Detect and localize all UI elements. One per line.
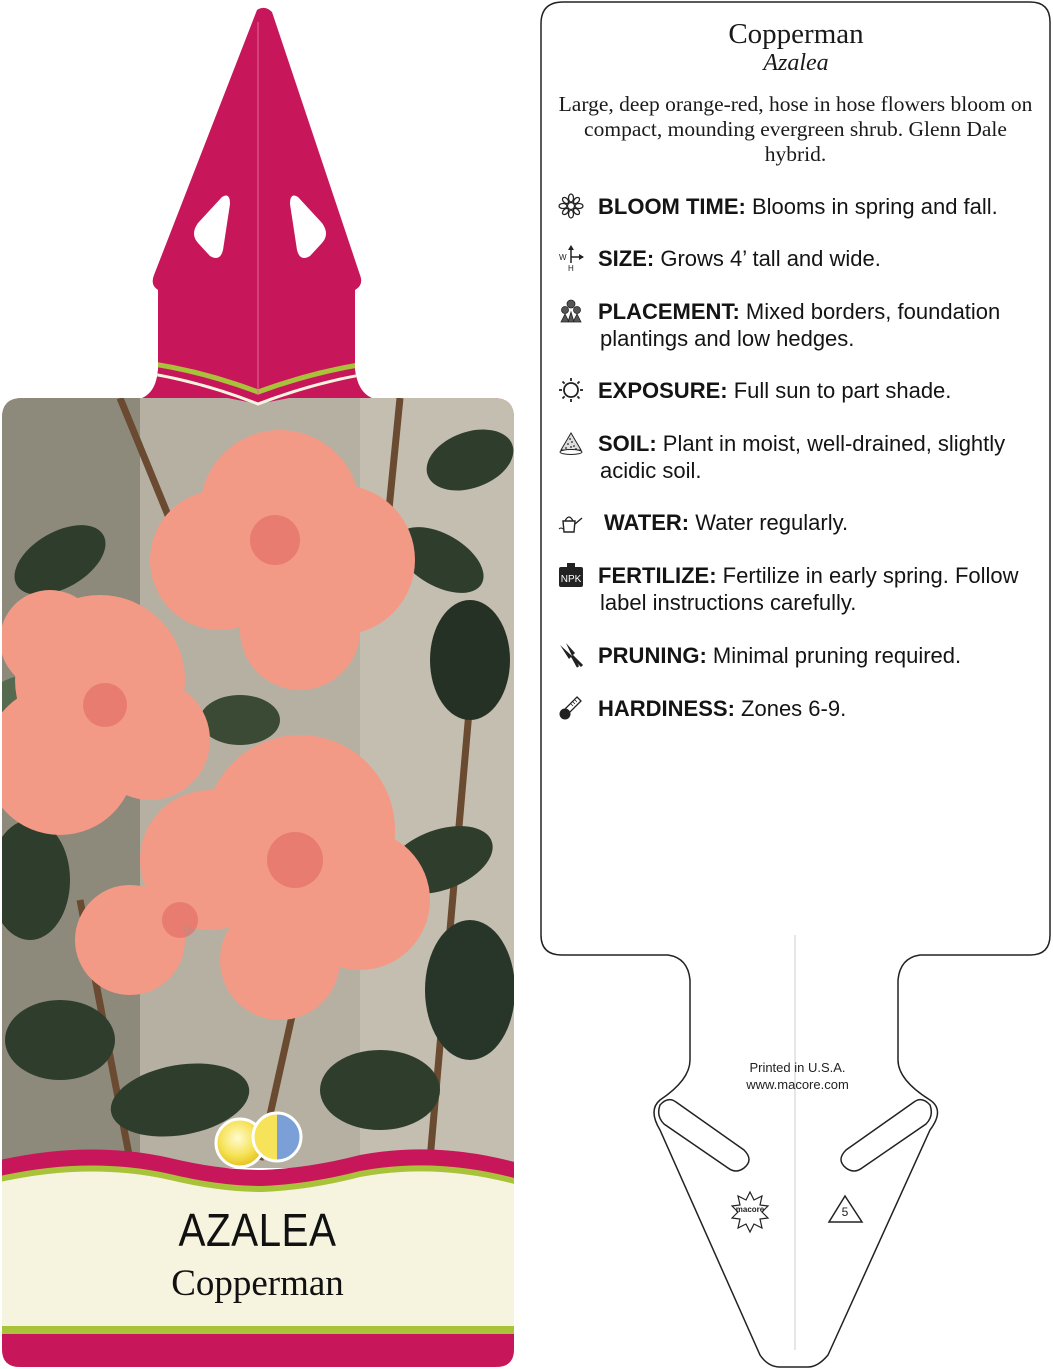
- macore-logo-text: macore: [735, 1205, 765, 1214]
- recycle-number: 5: [841, 1205, 849, 1219]
- pruning-value: Minimal pruning required.: [712, 643, 962, 668]
- water-label: WATER:: [604, 510, 690, 535]
- plant-species: Azalea: [763, 50, 829, 76]
- soil-value: Plant in moist, well-drained, slightly: [662, 431, 1006, 456]
- plant-name: Copperman: [728, 18, 864, 50]
- bloom-time-label: BLOOM TIME:: [598, 194, 746, 219]
- plant-description: Large, deep orange-red, hose in hose flowers bloom on compact, mounding evergreen shrub. Glenn Dale hybrid.: [558, 92, 1033, 166]
- website-url: www.macore.com: [746, 1077, 849, 1092]
- pruners-icon: [558, 642, 584, 668]
- hardiness-value: Zones 6-9.: [741, 696, 847, 721]
- size-icon-w: W: [559, 253, 567, 262]
- front-subtitle: Copperman: [171, 1263, 344, 1304]
- thermometer-icon: [558, 695, 584, 721]
- water-value: Water regularly.: [695, 510, 849, 535]
- sun-icon: [558, 377, 584, 403]
- size-icon-h: H: [568, 264, 574, 271]
- fertilize-value-2: label instructions carefully.: [600, 590, 857, 615]
- watering-can-icon: [558, 509, 584, 535]
- soil-value-2: acidic soil.: [600, 458, 702, 483]
- pruning-label: PRUNING:: [598, 643, 707, 668]
- fertilize-label: FERTILIZE:: [598, 563, 717, 588]
- front-title: AZALEA: [178, 1204, 337, 1256]
- size-value: Grows 4’ tall and wide.: [660, 246, 881, 271]
- placement-value-2: plantings and low hedges.: [600, 326, 855, 351]
- fertilizer-icon-text: NPK: [560, 574, 582, 585]
- exposure-value: Full sun to part shade.: [733, 378, 952, 403]
- soil-icon: [558, 430, 584, 456]
- bloom-time-value: Blooms in spring and fall.: [752, 194, 998, 219]
- fertilize-value: Fertilize in early spring. Follow: [722, 563, 1019, 588]
- fertilizer-icon: [558, 562, 584, 588]
- hardiness-label: HARDINESS:: [598, 696, 735, 721]
- placement-label: PLACEMENT:: [598, 299, 740, 324]
- placement-icon: [558, 298, 584, 324]
- placement-value: Mixed borders, foundation: [745, 299, 1001, 324]
- exposure-label: EXPOSURE:: [598, 378, 728, 403]
- size-label: SIZE:: [598, 246, 655, 271]
- flower-icon: [558, 193, 584, 219]
- soil-label: SOIL:: [598, 431, 657, 456]
- size-arrows-icon: [558, 245, 584, 271]
- printed-info: [690, 1059, 905, 1093]
- printed-in-usa: Printed in U.S.A.: [749, 1060, 846, 1075]
